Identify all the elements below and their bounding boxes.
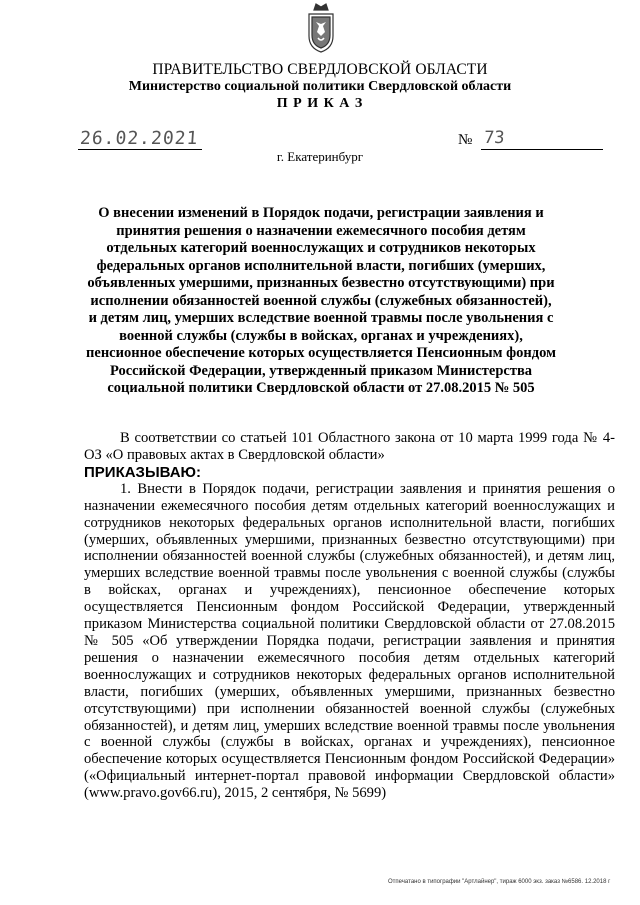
document-type: П Р И К А З xyxy=(276,96,364,111)
document-body xyxy=(84,430,615,802)
government-name: ПРАВИТЕЛЬСТВО СВЕРДЛОВСКОЙ ОБЛАСТИ xyxy=(152,61,488,78)
order-number: 73 xyxy=(483,128,506,148)
city: г. Екатеринбург xyxy=(276,149,364,164)
ministry-name: Министерство социальной политики Свердловской области xyxy=(128,79,512,94)
print-footer: Отпечатано в типографии "Артлайнер", тираж 6000 экз. заказ №6586. 12.2018 г xyxy=(388,879,611,885)
item-1-paragraph: 1. Внести в Порядок подачи, регистрации заявления и принятия решения о назначении ежемесячного пособия детям отдельных категорий военнослужащих и сотрудников некоторых федеральных органов исполнительной власти, погибших (умерших, объявленных умершими, признанных безвестно отсутствующими) при исполнении обязанностей военной службы (служебных обязанностей), и детям лиц, умерших вследствие военной травмы после увольнения с военной службы (службы в войсках, органах и учреждениях), пенсионное обеспечение которых осуществляется Пенсионным фондом Российской Федерации, утвержденный приказом Министерства социальной политики Свердловской области от 27.08.2015 № 505 «Об утверждении Порядка подачи, регистрации заявления и принятия решения о назначении ежемесячного пособия детям отдельных категорий военнослужащих и сотрудников некоторых федеральных органов исполнительной власти, погибших (умерших, объявленных умершими, признанных безвестно отсутствующими) при исполнении обязанностей военной службы (служебных обязанностей), и детям лиц, умерших вследствие военной травмы после увольнения с военной службы (службы в войсках, органах и учреждениях), пенсионное обеспечение которых осуществляется Пенсионным фондом Российской Федерации» («Официальный интернет-портал правовой информации Свердловской области» (www.pravo.gov66.ru), 2015, 2 сентября, № 5699) xyxy=(84,480,615,802)
number-label: № xyxy=(458,132,473,148)
document-title: О внесении изменений в Порядок подачи, регистрации заявления и принятия решения о назначении ежемесячного пособия детям отдельных категорий военнослужащих и сотрудников некоторых федеральных органов исполнительной власти, погибших (умерших, объявленных умершими, признанных безвестно отсутствующими) при исполнении обязанностей военной службы (служебных обязанностей), и детям лиц, умерших вследствие военной травмы после увольнения с военной службы (службы в войсках, органах и учреждениях), пенсионное обеспечение которых осуществляется Пенсионным фондом Российской Федерации, утвержденный приказом Министерства социальной политики Свердловской области от 27.08.2015 № 505 xyxy=(86,205,556,396)
order-keyword: ПРИКАЗЫВАЮ: xyxy=(84,463,202,481)
intro-paragraph: В соответствии со статьей 101 Областного закона от 10 марта 1999 года № 4-ОЗ «О правовых актах в Свердловской области» xyxy=(84,430,615,463)
coat-of-arms-icon xyxy=(304,2,338,54)
order-date: 26.02.2021 xyxy=(79,128,200,149)
